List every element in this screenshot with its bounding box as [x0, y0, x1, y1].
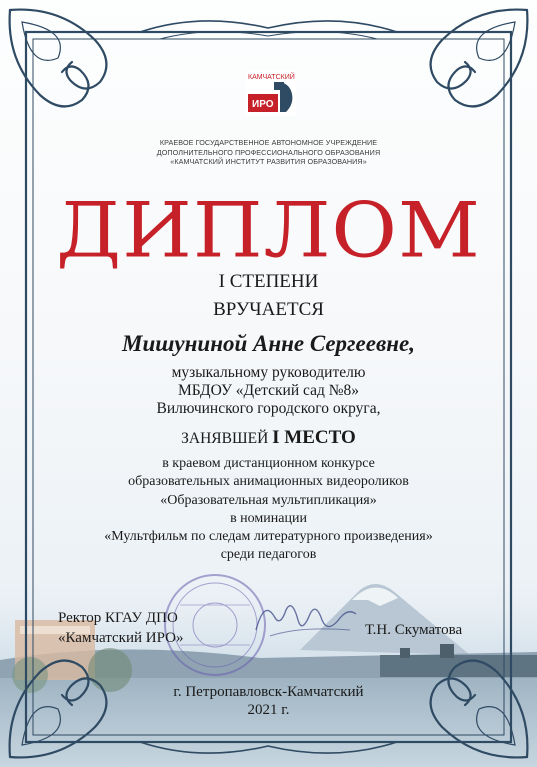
- organization-name: [0, 138, 537, 167]
- contest-line-3: «Образовательная мультипликация»: [160, 492, 377, 508]
- signatory-position-line-1: Ректор КГАУ ДПО: [58, 610, 178, 626]
- recipient-name: Мишуниной Анне Сергеевне,: [122, 331, 415, 356]
- diploma-title: ДИПЛОМ: [56, 186, 481, 275]
- contest-line-5: «Мультфильм по следам литературного произведения»: [104, 529, 433, 545]
- contest-line-2: образовательных анимационных видеороликов: [128, 474, 409, 490]
- contest-details: [0, 455, 537, 565]
- kamchatka-iro-logo: [244, 68, 298, 118]
- logo-text-top: КАМЧАТСКИЙ: [248, 74, 295, 81]
- logo-text-bottom: ИРО: [252, 99, 274, 110]
- recipient-district: Вилючинского городского округа,: [156, 400, 381, 417]
- footer-city: г. Петропавловск-Камчатский: [173, 684, 364, 700]
- signatory-name: Т.Н. Скуматова: [365, 622, 463, 638]
- organization-line-2: ДОПОЛНИТЕЛЬНОГО ПРОФЕССИОНАЛЬНОГО ОБРАЗОВАНИЯ: [156, 147, 381, 157]
- footer: [0, 683, 537, 719]
- contest-line-4: в номинации: [230, 510, 307, 526]
- place-value: I МЕСТО: [272, 427, 356, 448]
- signatory-position-line-2: «Камчатский ИРО»: [58, 630, 184, 646]
- place-line: [0, 427, 537, 450]
- contest-line-6: среди педагогов: [220, 547, 317, 563]
- recipient-position: музыкальному руководителю: [171, 364, 366, 381]
- diploma-degree: I СТЕПЕНИ: [218, 271, 319, 292]
- organization-line-1: КРАЕВОЕ ГОСУДАРСТВЕННОЕ АВТОНОМНОЕ УЧРЕЖДЕНИЕ: [159, 138, 378, 147]
- recipient-info: [0, 364, 537, 418]
- footer-year: 2021 г.: [247, 702, 290, 718]
- organization-line-3: «КАМЧАТСКИЙ ИНСТИТУТ РАЗВИТИЯ ОБРАЗОВАНИЯ»: [170, 157, 367, 166]
- place-prefix: ЗАНЯВШЕЙ: [181, 430, 269, 447]
- recipient-institution: МБДОУ «Детский сад №8»: [177, 382, 360, 399]
- awarded-label: ВРУЧАЕТСЯ: [213, 299, 324, 320]
- contest-line-1: в краевом дистанционном конкурсе: [162, 456, 375, 471]
- signatory-position: [58, 608, 183, 648]
- handwritten-signature: [250, 590, 360, 650]
